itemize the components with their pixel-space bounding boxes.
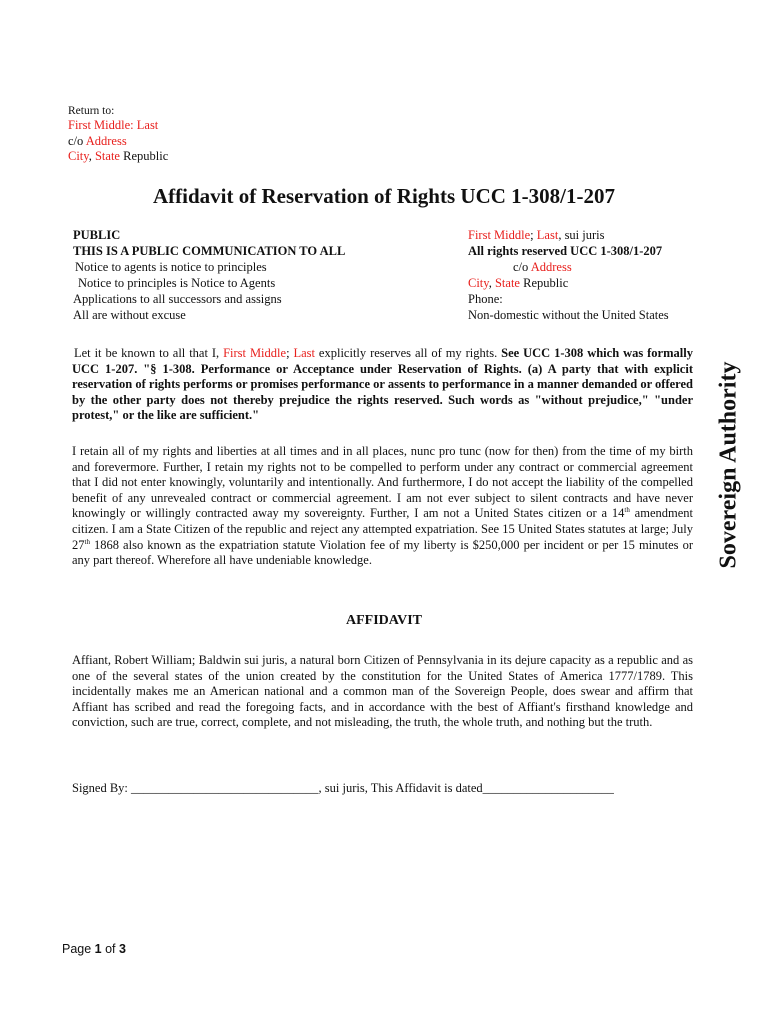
affiant-name-line [468,227,728,243]
return-address-line [68,134,168,150]
notice-principles: Notice to principles is Notice to Agents [78,276,276,290]
page-total: 3 [119,942,126,956]
name-first: First Middle [468,228,531,242]
superscript-th: th [84,537,90,546]
without-excuse-line: All are without excuse [73,308,186,322]
republic: Republic [519,276,569,290]
notice-agents: Notice to agents is notice to principles [75,260,267,274]
return-name: First Middle: Last [68,118,159,132]
para1-name-first: First Middle [223,346,287,360]
para2-part1: I retain all of my rights and liberties at all times and in all places, nunc pro tunc (now for then) from the time of my birth and forevermore. Further, I retain my rights not to be compelled to perform under any contract or commercial agreement that I did not enter knowingly, voluntarily and intentionally. And furthermore, I do not accept the liability of the compelled benefit of any unrevealed contract or commercial agreement. I am not ever subject to silent contracts and have never knowingly or willingly contracted away my sovereignty. Further, I am not a United States citizen or a 14 [72,444,693,521]
reservation-paragraph [72,346,693,424]
return-address-block [68,104,168,165]
co-prefix: c/o [68,133,86,148]
right-header-column [468,227,728,323]
sovereign-authority-sidebar [706,340,752,590]
return-city-line [68,149,168,165]
para1-rest: explicitly reserves all of my rights. [315,346,502,360]
rights-reserved: All rights reserved UCC 1-308/1-207 [468,244,663,258]
document-title: Affidavit of Reservation of Rights UCC 1-308/1-207 [153,184,615,208]
page-footer [62,942,126,956]
city: City [468,276,489,290]
city-state-line [468,275,728,291]
return-city-sep: , [88,149,95,163]
co-address: Address [530,260,572,274]
para1-name-sep: ; [286,346,294,360]
name-last: Last [536,228,559,242]
page-number: 1 [94,942,102,956]
co-prefix-right: c/o [513,260,531,274]
public-communication: THIS IS A PUBLIC COMMUNICATION TO ALL [73,244,346,258]
left-header-column [73,227,413,323]
affidavit-paragraph: Affiant, Robert William; Baldwin sui juris, a natural born Citizen of Pennsylvania in its dejure capacity as a republic and as one of the several states of the union created by the constitution for the United States of America 1777/1789. This incidentally makes me an American national and a common man of the Sovereign People, does swear and affirm that Affiant has scribed and read the foregoing facts, and in accordance with the best of Affiant's firsthand knowledge and conviction, such are true, correct, complete, and not misleading, the truth, the whole truth, and nothing but the truth. [72,653,693,730]
sidebar-text: Sovereign Authority [715,361,742,569]
para1-intro: Let it be known to all that I, [74,346,224,360]
para2-part2: amendment citizen. I am a State Citizen of the republic and reject any attempted expatriation. See 15 United States statutes at large; July 27 [72,506,693,552]
return-republic: Republic [119,149,169,163]
return-city: City [68,149,89,163]
para1-name-last: Last [293,346,315,360]
para2-part3: 1868 also known as the expatriation statute Violation fee of my liberty is $250,000 per incident or per 15 minutes or any part thereof. Wherefore all have undeniable knowledge. [72,537,693,568]
ucc-quote: See UCC 1-308 which was formally UCC 1-207. "§ 1-308. Performance or Acceptance under Reservation of Rights. (a) A party that with explicit reservation of rights performs or promises performance or assents to performance in a manner demanded or offered by the other party does not thereby prejudice the rights reserved. Such words as "without prejudice," "under protest," or the like are sufficient." [72,346,693,423]
name-suffix: , sui juris [558,228,605,242]
phone-line: Phone: [468,292,503,306]
city-sep: , [488,276,495,290]
superscript-th: th [624,506,630,515]
affidavit-heading: AFFIDAVIT [346,613,422,628]
co-address-line [468,259,728,275]
state: State [494,276,520,290]
non-domestic-line: Non-domestic without the United States [468,308,669,322]
return-state: State [94,149,120,163]
of-word: of [101,942,119,956]
page-word: Page [62,942,95,956]
applications-line: Applications to all successors and assigns [73,292,282,306]
name-sep: ; [530,228,537,242]
return-to-label: Return to: [68,105,115,117]
rights-retention-paragraph [72,444,693,569]
return-address: Address [85,133,127,148]
public-label: PUBLIC [73,228,121,242]
signature-line: Signed By: ______________________________, sui juris, This Affidavit is dated_____________________ [72,781,614,795]
